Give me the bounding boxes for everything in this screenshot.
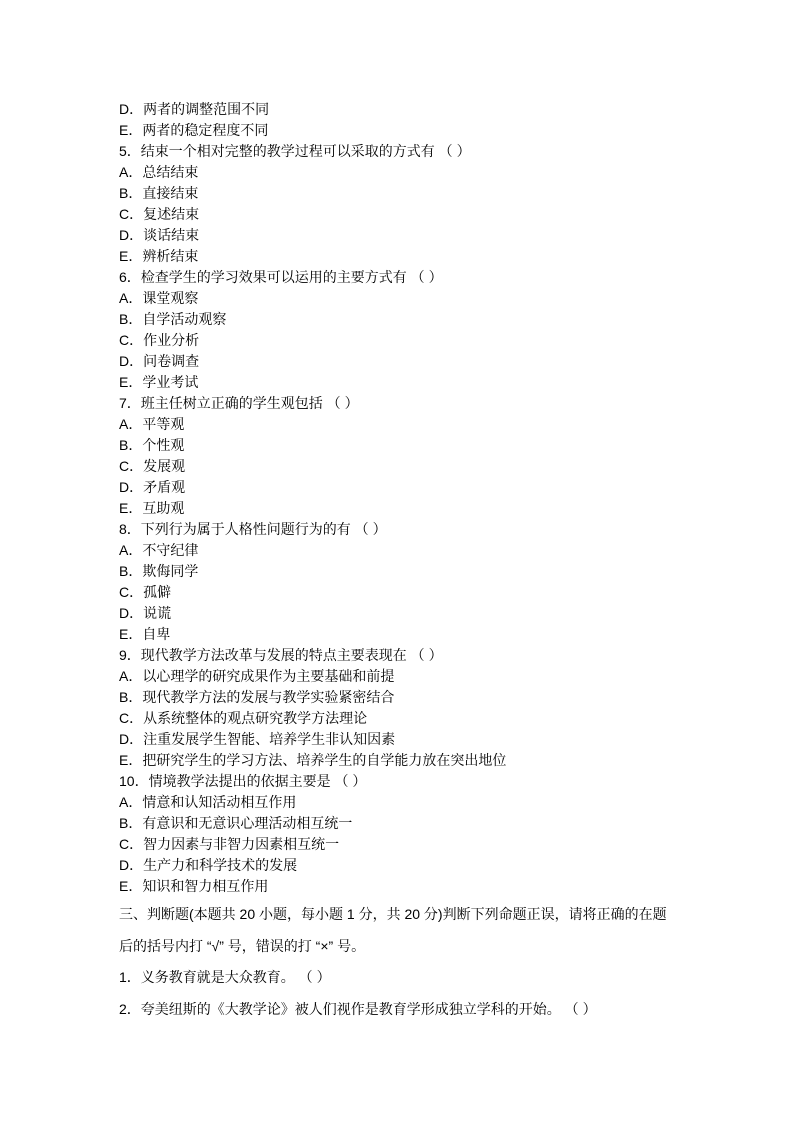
option-line: D．两者的调整范围不同 [119, 101, 270, 117]
option-line: D．注重发展学生智能、培养学生非认知因素 [119, 731, 396, 747]
option-line: B．自学活动观察 [119, 311, 227, 327]
option-line: E．自卑 [119, 626, 171, 642]
option-line: A．课堂观察 [119, 290, 199, 306]
option-line: D．生产力和科学技术的发展 [119, 857, 298, 873]
judgment-section [119, 899, 667, 1025]
option-line: D．谈话结束 [119, 227, 200, 243]
option-line: B．欺侮同学 [119, 563, 199, 579]
option-line: A．以心理学的研究成果作为主要基础和前提 [119, 668, 395, 684]
judgment-item-line: 2．夸美纽斯的《大教学论》被人们视作是教育学形成独立学科的开始。 （ ） [119, 1000, 597, 1017]
option-line: E．学业考试 [119, 374, 199, 390]
question-line: 9．现代教学方法改革与发展的特点主要表现在 （ ） [119, 647, 443, 663]
option-line: A．平等观 [119, 416, 185, 432]
option-line: A．情意和认知活动相互作用 [119, 794, 297, 810]
question-line: 6．检查学生的学习效果可以运用的主要方式有 （ ） [119, 269, 443, 285]
option-line: C．孤僻 [119, 584, 172, 600]
option-line: A．不守纪律 [119, 542, 199, 558]
option-line: E．知识和智力相互作用 [119, 878, 269, 894]
judgment-items [119, 962, 667, 1025]
option-line: E．辨析结束 [119, 248, 199, 264]
option-line: E．互助观 [119, 500, 185, 516]
option-line: C．发展观 [119, 458, 186, 474]
option-line: D．矛盾观 [119, 479, 186, 495]
option-line: E．两者的稳定程度不同 [119, 122, 269, 138]
option-line: D．问卷调查 [119, 353, 200, 369]
option-line: C．从系统整体的观点研究教学方法理论 [119, 710, 368, 726]
option-line: B．现代教学方法的发展与教学实验紧密结合 [119, 689, 395, 705]
option-line: B．直接结束 [119, 185, 199, 201]
judgment-item-line: 1．义务教育就是大众教育。 （ ） [119, 969, 331, 985]
question-line: 7．班主任树立正确的学生观包括 （ ） [119, 395, 359, 411]
judgment-section-heading-line1: 三、判断题(本题共 20 小题，每小题 1 分，共 20 分)判断下列命题正误，请将正确的在题 [119, 906, 667, 922]
judgment-section-heading-line2: 后的括号内打 “√” 号，错误的打 “×” 号。 [119, 937, 366, 954]
option-line: A．总结结束 [119, 164, 199, 180]
question-line: 5．结束一个相对完整的教学过程可以采取的方式有 （ ） [119, 143, 471, 159]
multiple-choice-section [119, 99, 506, 897]
option-line: C．智力因素与非智力因素相互统一 [119, 836, 340, 852]
option-line: D．说谎 [119, 605, 172, 621]
option-line: C．作业分析 [119, 332, 200, 348]
option-line: E．把研究学生的学习方法、培养学生的自学能力放在突出地位 [119, 752, 507, 768]
option-line: B．有意识和无意识心理活动相互统一 [119, 815, 353, 831]
question-line: 8．下列行为属于人格性问题行为的有 （ ） [119, 521, 387, 537]
option-line: B．个性观 [119, 437, 185, 453]
option-line: C．复述结束 [119, 206, 200, 222]
question-line: 10．情境教学法提出的依据主要是 （ ） [119, 773, 367, 789]
